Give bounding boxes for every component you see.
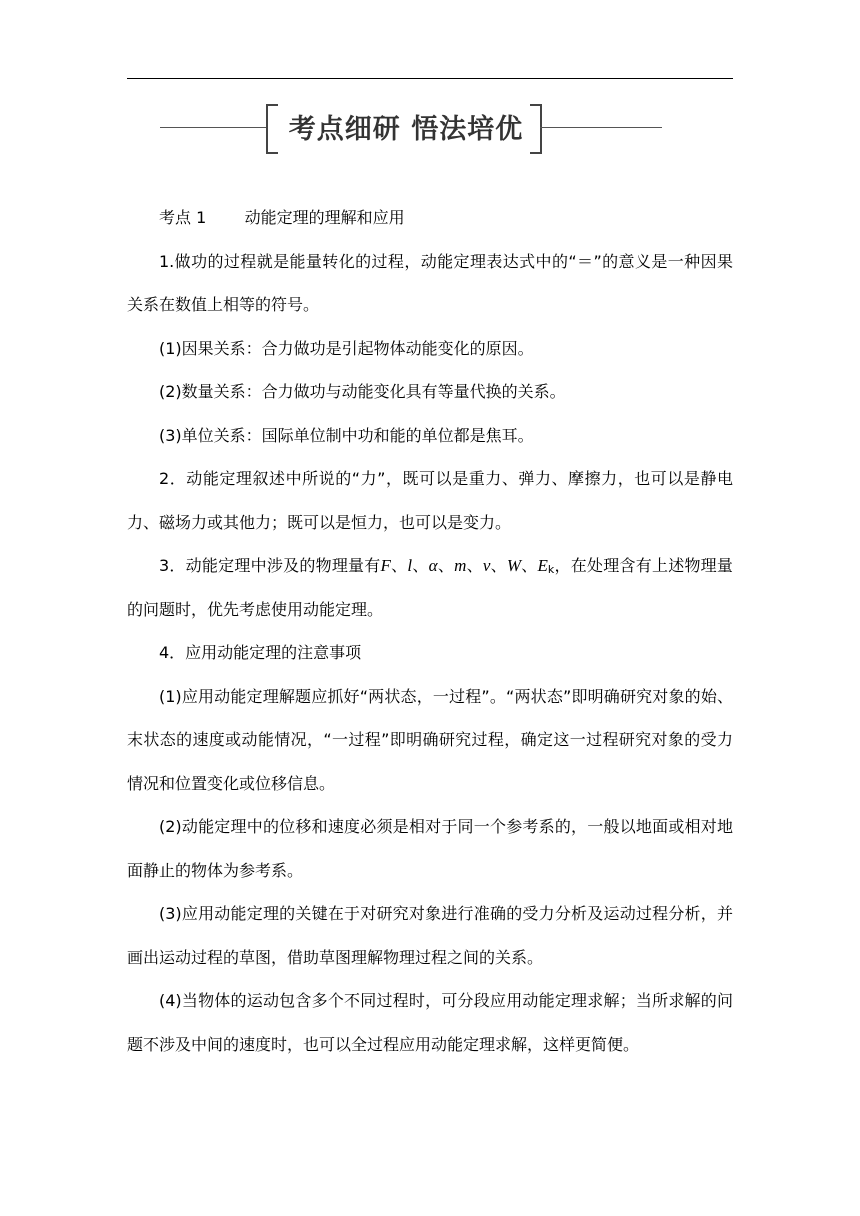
banner-bracket-right bbox=[530, 104, 542, 154]
banner-line-left bbox=[160, 127, 266, 128]
paragraph-1-1: (1)因果关系：合力做功是引起物体动能变化的原因。 bbox=[159, 338, 534, 358]
separator: 、 bbox=[437, 556, 455, 575]
banner-line-right bbox=[540, 127, 662, 128]
separator: 、 bbox=[390, 556, 408, 575]
paragraph-1-3: (3)单位关系：国际单位制中功和能的单位都是焦耳。 bbox=[159, 425, 534, 445]
paragraph-3 bbox=[127, 544, 733, 631]
separator: 、 bbox=[521, 556, 538, 575]
separator: 、 bbox=[412, 556, 429, 575]
section-banner bbox=[160, 100, 662, 156]
symbol-v: v bbox=[482, 556, 491, 575]
p3-suffix: ，在处理含有上述物理量的问题时，优先考虑使用动能定理。 bbox=[127, 556, 733, 619]
banner-title: 考点细研 悟法培优 bbox=[288, 114, 524, 145]
separator: 、 bbox=[490, 556, 507, 575]
symbol-l: l bbox=[407, 556, 413, 575]
top-rule bbox=[127, 78, 733, 79]
subscript-k: k bbox=[547, 563, 555, 576]
symbol-W: W bbox=[506, 556, 522, 575]
paragraph-1-2: (2)数量关系：合力做功与动能变化具有等量代换的关系。 bbox=[159, 382, 566, 401]
symbol-m: m bbox=[454, 556, 467, 575]
separator: 、 bbox=[466, 556, 483, 575]
symbol-F: F bbox=[380, 556, 391, 575]
banner-bracket-left bbox=[266, 104, 278, 154]
symbol-E: E bbox=[537, 556, 548, 575]
symbol-alpha: α bbox=[428, 556, 438, 575]
paragraph-4-3: (3)应用动能定理的关键在于对研究对象进行准确的受力分析及运动过程分析，并画出运动过程的草图，借助草图理解物理过程之间的关系。 bbox=[127, 904, 733, 967]
paragraph-4-4: (4)当物体的运动包含多个不同过程时，可分段应用动能定理求解；当所求解的问题不涉及中间的速度时，也可以全过程应用动能定理求解，这样更简便。 bbox=[127, 991, 733, 1054]
section-label: 考点 1 bbox=[159, 208, 207, 227]
paragraph-1: 1.做功的过程就是能量转化的过程，动能定理表达式中的“＝”的意义是一种因果关系在数值上相等的符号。 bbox=[127, 251, 733, 314]
document-body bbox=[127, 196, 733, 1066]
section-heading bbox=[127, 196, 733, 240]
p3-prefix: 3．动能定理中涉及的物理量有 bbox=[159, 556, 381, 575]
paragraph-4-1: (1)应用动能定理解题应抓好“两状态，一过程”。“两状态”即明确研究对象的始、末状态的速度或动能情况，“一过程”即明确研究过程，确定这一过程研究对象的受力情况和位置变化或位移信息。 bbox=[127, 686, 733, 793]
paragraph-4-2: (2)动能定理中的位移和速度必须是相对于同一个参考系的，一般以地面或相对地面静止的物体为参考系。 bbox=[127, 817, 733, 880]
paragraph-2: 2．动能定理叙述中所说的“力”，既可以是重力、弹力、摩擦力，也可以是静电力、磁场力或其他力；既可以是恒力，也可以是变力。 bbox=[127, 469, 733, 532]
paragraph-4: 4．应用动能定理的注意事项 bbox=[159, 643, 362, 662]
section-title: 动能定理的理解和应用 bbox=[244, 208, 405, 227]
